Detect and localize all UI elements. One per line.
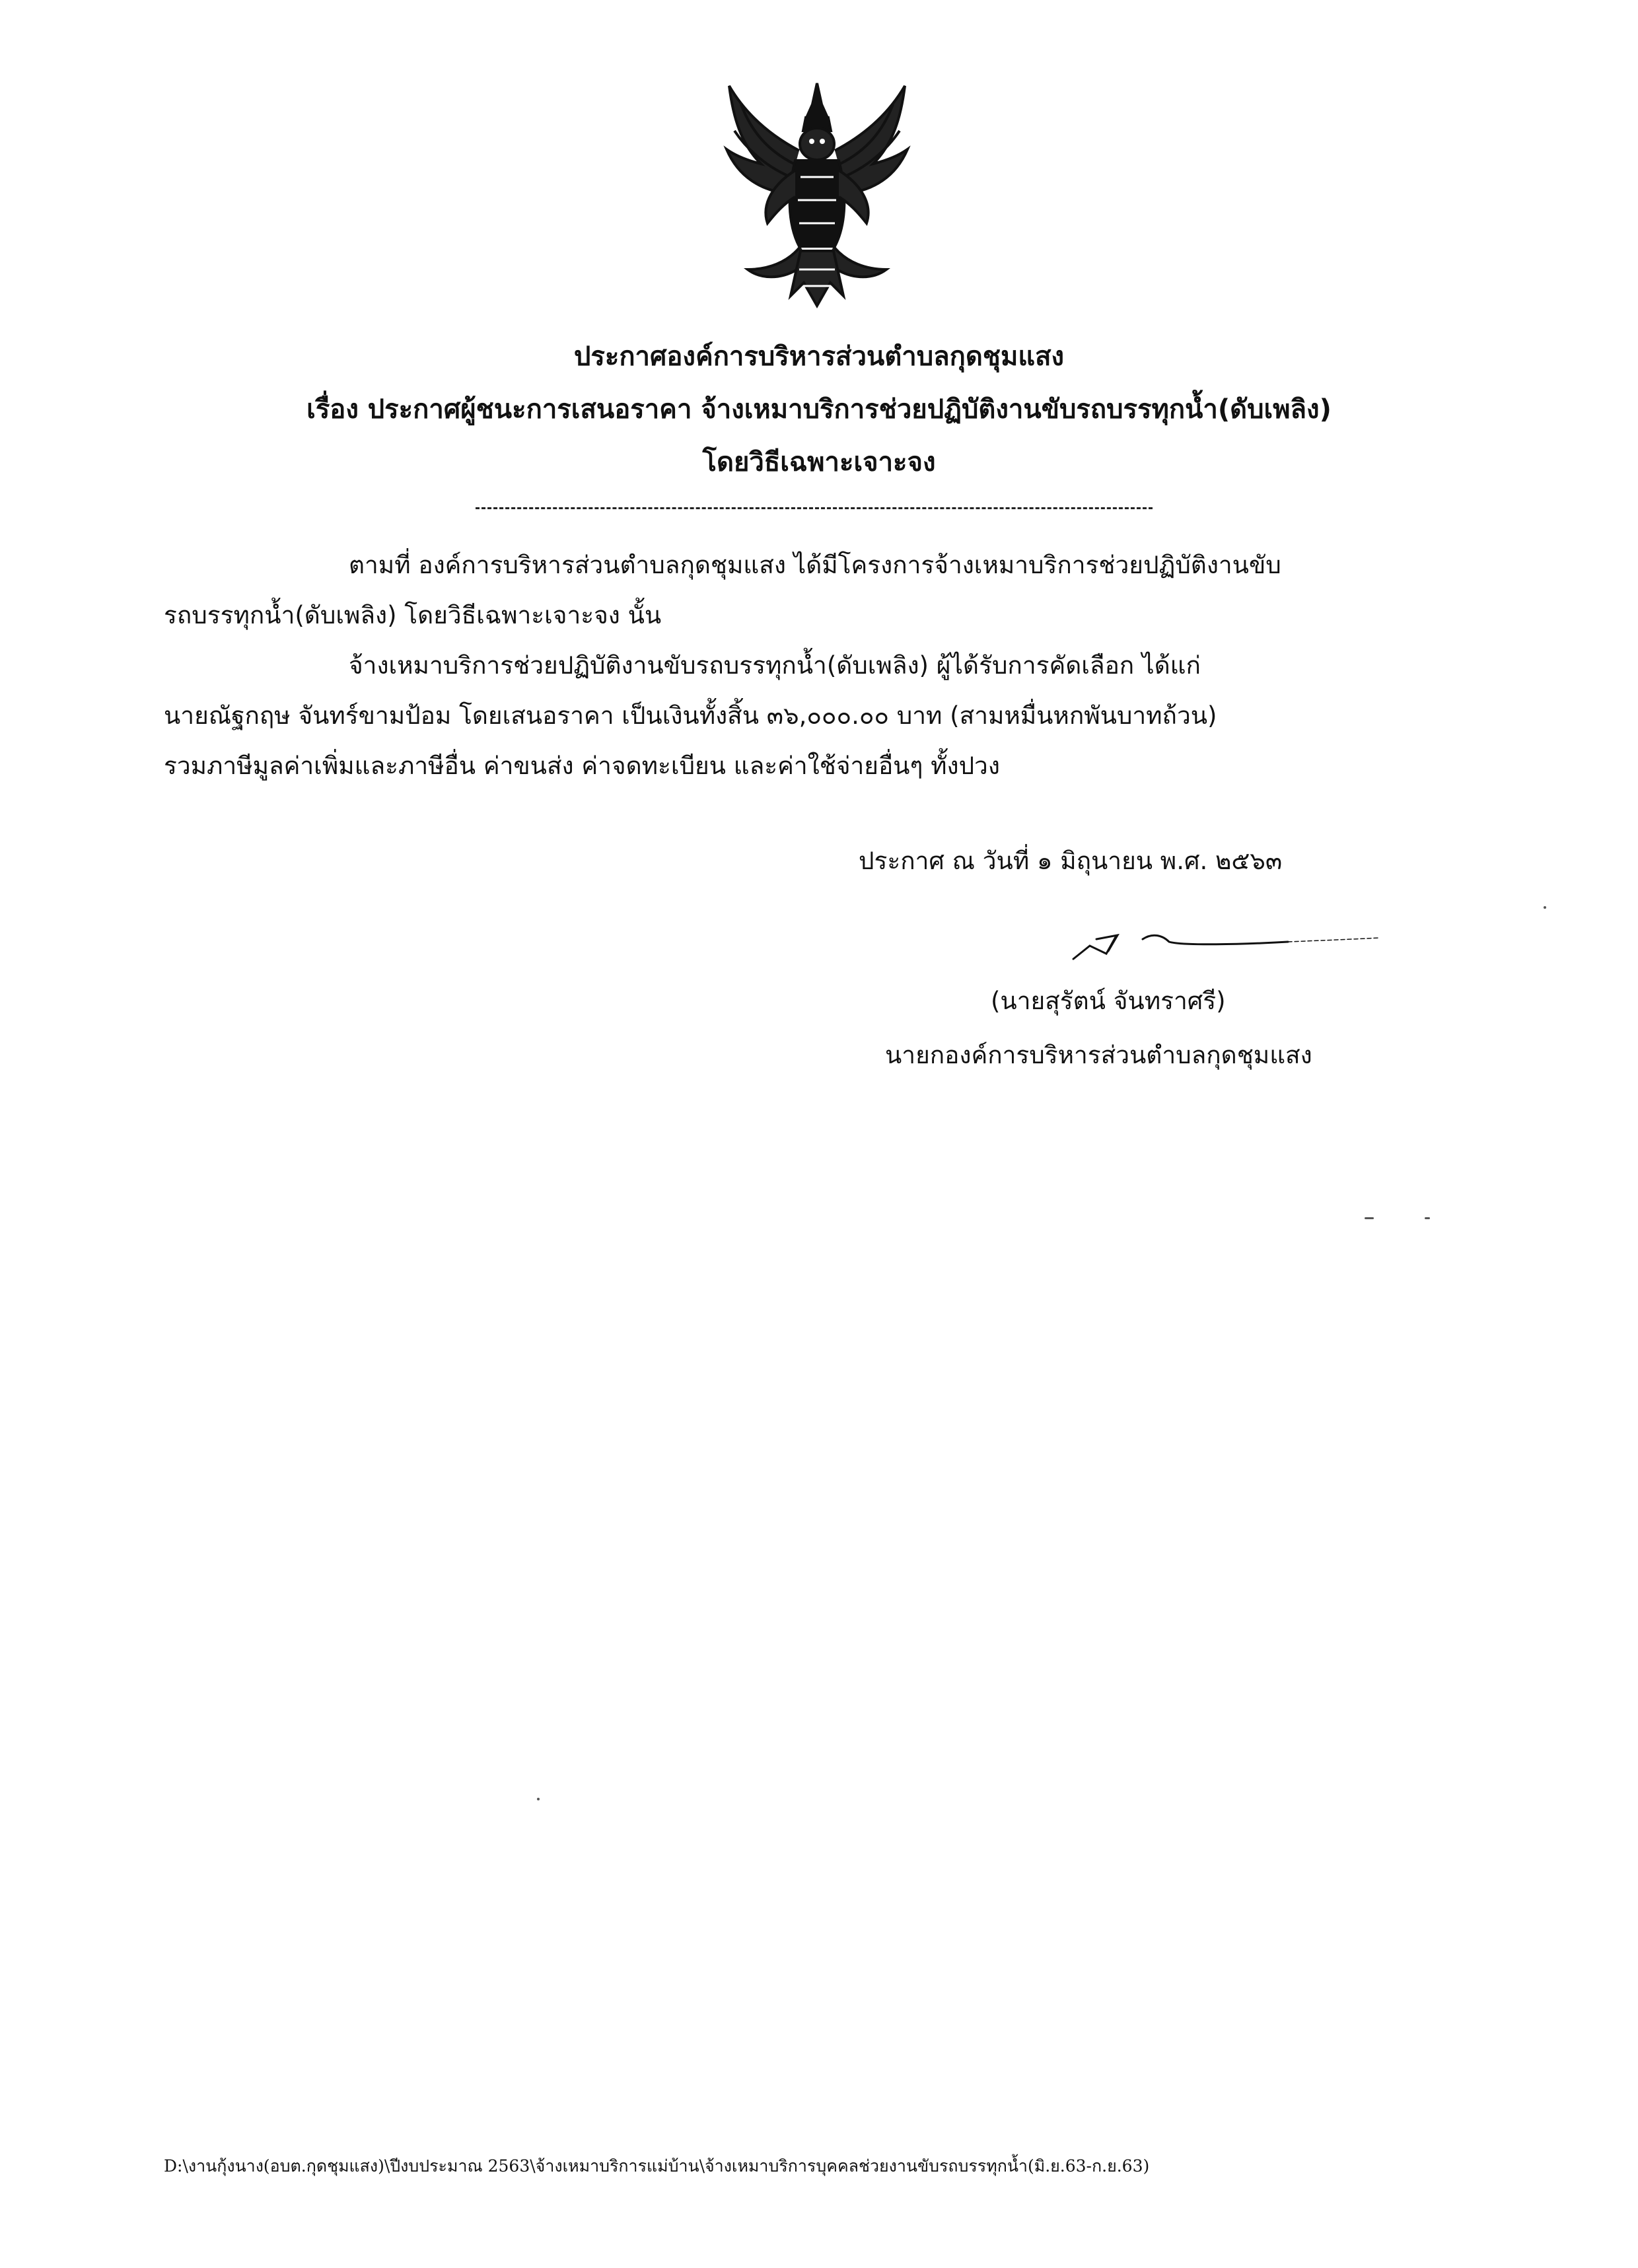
garuda-emblem-icon	[721, 78, 913, 312]
scan-speck	[1425, 1217, 1430, 1219]
body-paragraph-1-line-1: ตามที่ องค์การบริหารส่วนตำบลกุดชุมแสง ได้มีโครงการจ้างเหมาบริการช่วยปฏิบัติงานขับ	[349, 551, 1281, 579]
scan-speck	[1544, 906, 1546, 909]
file-path-footer: D:\งานกุ้งนาง(อบต.กุดชุมแสง)\ปีงบประมาณ 2563\จ้างเหมาบริการแม่บ้าน\จ้างเหมาบริการบุคคลช่วยงานขับรถบรรทุกน้ำ(มิ.ย.63-ก.ย.63)	[164, 2156, 1150, 2176]
scan-speck	[537, 1798, 540, 1800]
announcement-date: ประกาศ ณ วันที่ ๑ มิถุนายน พ.ศ. ๒๕๖๓	[859, 847, 1283, 875]
dashed-divider	[476, 507, 1153, 509]
announcement-title: ประกาศองค์การบริหารส่วนตำบลกุดชุมแสง	[573, 341, 1065, 372]
announcement-method: โดยวิธีเฉพาะเจาะจง	[702, 447, 936, 478]
body-paragraph-2-line-2: นายณัฐกฤษ จันทร์ขามป้อม โดยเสนอราคา เป็นเงินทั้งสิ้น ๓๖,๐๐๐.๐๐ บาท (สามหมื่นหกพันบาทถ้วน)	[164, 701, 1217, 730]
scan-speck	[1365, 1217, 1374, 1219]
announcement-subject: เรื่อง ประกาศผู้ชนะการเสนอราคา จ้างเหมาบริการช่วยปฏิบัติงานขับรถบรรทุกน้ำ(ดับเพลิง)	[306, 394, 1332, 425]
body-paragraph-1-line-2: รถบรรทุกน้ำ(ดับเพลิง) โดยวิธีเฉพาะเจาะจง นั้น	[164, 601, 662, 629]
body-paragraph-2-line-3: รวมภาษีมูลค่าเพิ่มและภาษีอื่น ค่าขนส่ง ค่าจดทะเบียน และค่าใช้จ่ายอื่นๆ ทั้งปวง	[164, 752, 1000, 780]
handwritten-signature	[1070, 919, 1380, 972]
body-paragraph-2-line-1: จ้างเหมาบริการช่วยปฏิบัติงานขับรถบรรทุกน้ำ(ดับเพลิง) ผู้ได้รับการคัดเลือก ได้แก่	[349, 651, 1201, 680]
signer-name: (นายสุรัตน์ จันทราศรี)	[991, 987, 1226, 1015]
signer-position: นายกองค์การบริหารส่วนตำบลกุดชุมแสง	[885, 1041, 1312, 1069]
